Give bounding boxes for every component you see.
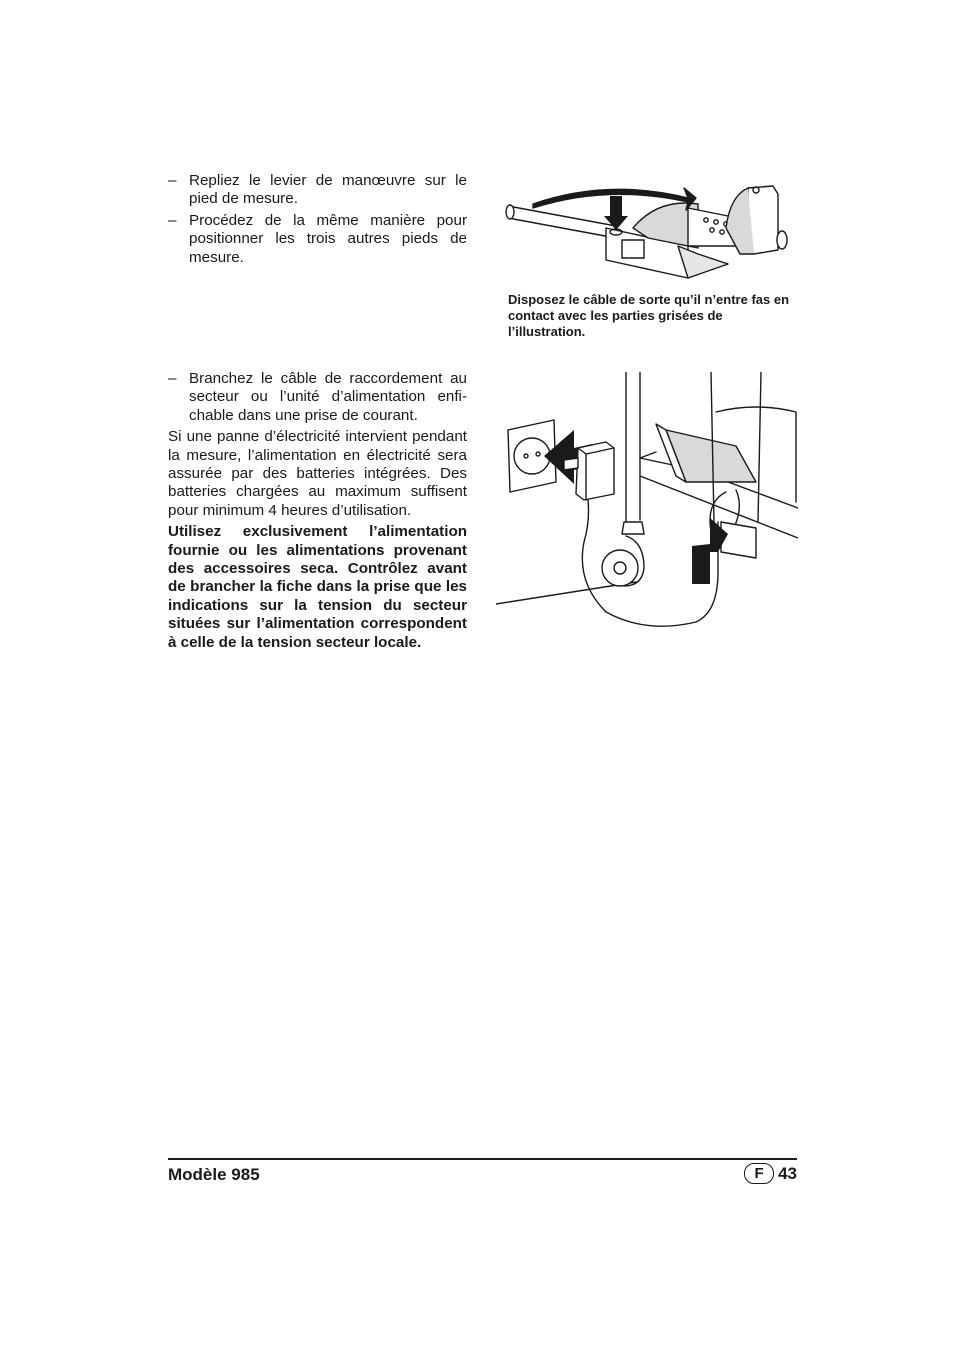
footer-rule	[168, 1158, 797, 1160]
instructions-power-supply	[168, 370, 467, 655]
list-item-text: Repliez le levier de manœuvre sur le pied de mesure.	[189, 172, 467, 208]
list-item	[168, 370, 467, 425]
power-warning: Utilisez exclusivement l’alimentation fournie ou les alimentations provenant des accessoires seca. Contrôlez avant de brancher la fiche dans la prise que les indications sur la tension du secteur situées sur l’alimentation correspondent à celle de la tension secteur locale.	[168, 523, 467, 651]
battery-paragraph: Si une panne d’électricité intervient pendant la mesure, l’alimentation en électricité sera assurée par des batteries intégrées. Des batteries chargées au maximum suffisent pour minimum 4 heures d’utilisation.	[168, 428, 467, 519]
list-dash: –	[168, 172, 177, 189]
list-item	[168, 212, 467, 267]
list-dash: –	[168, 211, 177, 229]
power-connection-illustration	[496, 372, 798, 636]
model-name: Modèle 985	[168, 1165, 260, 1184]
figure-caption: Disposez le câble de sorte qu’il n’entre fas en contact avec les parties grisées de l’illustration.	[508, 292, 790, 339]
list-item-text: Branchez le câble de raccordement au secteur ou l’unité d’alimentation enfichable dans une prise de courant.	[189, 370, 467, 424]
instructions-fold-lever	[168, 172, 467, 270]
page-number: 43	[778, 1163, 797, 1183]
page-footer-right	[744, 1163, 797, 1184]
lever-fold-illustration	[498, 168, 798, 288]
list-item	[168, 172, 467, 209]
list-dash: –	[168, 370, 177, 387]
list-item-text: Procédez de la même manière pour positionner les trois autres pieds de mesure.	[189, 211, 467, 266]
language-badge: F	[744, 1163, 774, 1184]
